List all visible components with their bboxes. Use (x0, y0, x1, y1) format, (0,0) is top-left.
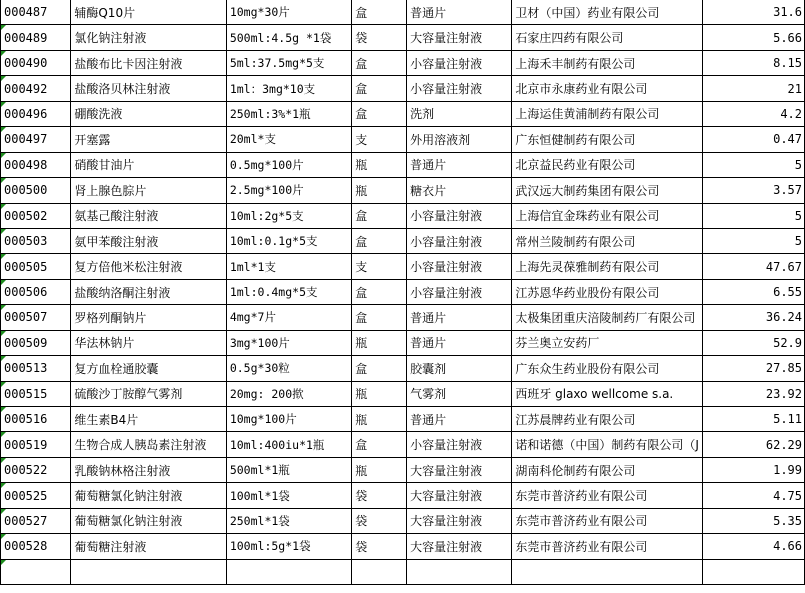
cell-dosage-form[interactable]: 气雾剂 (407, 381, 512, 406)
cell-manufacturer[interactable]: 上海先灵葆雅制药有限公司 (512, 254, 703, 279)
table-row (1, 305, 805, 330)
cell-dosage-form[interactable]: 大容量注射液 (407, 483, 512, 508)
cell-spec[interactable]: 100ml:5g*1袋 (226, 534, 351, 559)
cell-manufacturer[interactable]: 广东众生药业股份有限公司 (512, 356, 703, 381)
cell-code[interactable]: 000496 (1, 101, 71, 126)
cell-price[interactable]: 8.15 (702, 50, 804, 75)
cell-unit[interactable] (352, 559, 407, 584)
table-row (1, 254, 805, 279)
cell-spec[interactable]: 20ml*支 (226, 127, 351, 152)
table-row (1, 127, 805, 152)
cell-spec[interactable]: 500ml*1瓶 (226, 457, 351, 482)
table-row (1, 76, 805, 101)
cell-unit[interactable]: 瓶 (352, 457, 407, 482)
table-row (1, 203, 805, 228)
cell-code[interactable]: 000487 (1, 0, 71, 25)
cell-unit[interactable]: 支 (352, 254, 407, 279)
cell-spec[interactable]: 0.5g*30粒 (226, 356, 351, 381)
cell-manufacturer[interactable]: 广东恒健制药有限公司 (512, 127, 703, 152)
table-row (1, 457, 805, 482)
cell-dosage-form[interactable]: 小容量注射液 (407, 76, 512, 101)
table-row (1, 381, 805, 406)
cell-drug-name[interactable]: 华法林钠片 (71, 330, 226, 355)
cell-dosage-form[interactable]: 大容量注射液 (407, 534, 512, 559)
cell-dosage-form[interactable]: 普通片 (407, 305, 512, 330)
cell-unit[interactable]: 盒 (352, 432, 407, 457)
table-row (1, 508, 805, 533)
cell-spec[interactable]: 250ml*1袋 (226, 508, 351, 533)
cell-code[interactable]: 000500 (1, 178, 71, 203)
cell-unit[interactable]: 盒 (352, 279, 407, 304)
cell-price[interactable]: 47.67 (702, 254, 804, 279)
cell-unit[interactable]: 瓶 (352, 330, 407, 355)
cell-unit[interactable]: 瓶 (352, 407, 407, 432)
cell-manufacturer[interactable]: 北京益民药业有限公司 (512, 152, 703, 177)
cell-code[interactable]: 000503 (1, 228, 71, 253)
cell-manufacturer[interactable]: 诺和诺德（中国）制药有限公司（J (512, 432, 703, 457)
cell-spec[interactable]: 10ml:2g*5支 (226, 203, 351, 228)
cell-dosage-form[interactable]: 大容量注射液 (407, 457, 512, 482)
cell-price[interactable]: 4.2 (702, 101, 804, 126)
cell-drug-name[interactable]: 盐酸布比卡因注射液 (71, 50, 226, 75)
cell-spec[interactable]: 500ml:4.5g *1袋 (226, 25, 351, 50)
cell-code[interactable]: 000492 (1, 76, 71, 101)
cell-code[interactable]: 000515 (1, 381, 71, 406)
cell-spec[interactable]: 1ml*1支 (226, 254, 351, 279)
cell-manufacturer[interactable]: 西班牙 glaxo wellcome s.a. (512, 381, 703, 406)
cell-drug-name[interactable]: 复方血栓通胶囊 (71, 356, 226, 381)
cell-dosage-form[interactable]: 普通片 (407, 152, 512, 177)
table-row (1, 25, 805, 50)
cell-unit[interactable]: 瓶 (352, 152, 407, 177)
table-row (1, 407, 805, 432)
cell-price[interactable]: 21 (702, 76, 804, 101)
cell-code[interactable]: 000527 (1, 508, 71, 533)
cell-spec[interactable]: 3mg*100片 (226, 330, 351, 355)
cell-drug-name[interactable]: 葡萄糖注射液 (71, 534, 226, 559)
cell-code[interactable]: 000507 (1, 305, 71, 330)
table-row (1, 152, 805, 177)
cell-drug-name[interactable]: 肾上腺色腙片 (71, 178, 226, 203)
cell-price[interactable]: 0.47 (702, 127, 804, 152)
cell-price[interactable]: 5.66 (702, 25, 804, 50)
cell-code[interactable]: 000528 (1, 534, 71, 559)
cell-dosage-form[interactable]: 小容量注射液 (407, 254, 512, 279)
cell-dosage-form[interactable] (407, 559, 512, 584)
cell-code[interactable]: 000489 (1, 25, 71, 50)
cell-manufacturer[interactable]: 江苏恩华药业股份有限公司 (512, 279, 703, 304)
cell-dosage-form[interactable]: 普通片 (407, 330, 512, 355)
cell-dosage-form[interactable]: 胶囊剂 (407, 356, 512, 381)
cell-manufacturer[interactable] (512, 559, 703, 584)
cell-unit[interactable]: 盒 (352, 228, 407, 253)
cell-unit[interactable]: 盒 (352, 76, 407, 101)
table-row (1, 50, 805, 75)
cell-price[interactable]: 6.55 (702, 279, 804, 304)
cell-unit[interactable]: 袋 (352, 534, 407, 559)
cell-drug-name[interactable]: 葡萄糖氯化钠注射液 (71, 483, 226, 508)
cell-drug-name[interactable]: 氨基己酸注射液 (71, 203, 226, 228)
cell-price[interactable]: 4.75 (702, 483, 804, 508)
cell-price[interactable]: 27.85 (702, 356, 804, 381)
cell-code[interactable]: 000497 (1, 127, 71, 152)
cell-price[interactable] (702, 559, 804, 584)
cell-price[interactable]: 5 (702, 203, 804, 228)
cell-drug-name[interactable]: 辅酶Q10片 (71, 0, 226, 25)
cell-manufacturer[interactable]: 卫材（中国）药业有限公司 (512, 0, 703, 25)
cell-manufacturer[interactable]: 武汉远大制药集团有限公司 (512, 178, 703, 203)
cell-spec[interactable]: 20mg: 200揿 (226, 381, 351, 406)
cell-drug-name[interactable] (71, 559, 226, 584)
cell-manufacturer[interactable]: 太极集团重庆涪陵制药厂有限公司 (512, 305, 703, 330)
cell-manufacturer[interactable]: 江苏晨牌药业有限公司 (512, 407, 703, 432)
cell-code[interactable]: 000490 (1, 50, 71, 75)
cell-manufacturer[interactable]: 上海禾丰制药有限公司 (512, 50, 703, 75)
cell-dosage-form[interactable]: 普通片 (407, 0, 512, 25)
cell-unit[interactable]: 袋 (352, 483, 407, 508)
cell-drug-name[interactable]: 乳酸钠林格注射液 (71, 457, 226, 482)
cell-code[interactable]: 000522 (1, 457, 71, 482)
table-row (1, 178, 805, 203)
table-row (1, 432, 805, 457)
cell-spec[interactable]: 2.5mg*100片 (226, 178, 351, 203)
cell-code[interactable]: 000505 (1, 254, 71, 279)
cell-drug-name[interactable]: 复方倍他米松注射液 (71, 254, 226, 279)
cell-drug-name[interactable]: 硝酸甘油片 (71, 152, 226, 177)
cell-drug-name[interactable]: 盐酸洛贝林注射液 (71, 76, 226, 101)
cell-drug-name[interactable]: 维生素B4片 (71, 407, 226, 432)
cell-price[interactable]: 5.35 (702, 508, 804, 533)
cell-manufacturer[interactable]: 常州兰陵制药有限公司 (512, 228, 703, 253)
cell-dosage-form[interactable]: 普通片 (407, 407, 512, 432)
cell-price[interactable]: 62.29 (702, 432, 804, 457)
table-row (1, 356, 805, 381)
cell-spec[interactable]: 250ml:3%*1瓶 (226, 101, 351, 126)
cell-drug-name[interactable]: 开塞露 (71, 127, 226, 152)
cell-dosage-form[interactable]: 小容量注射液 (407, 50, 512, 75)
cell-manufacturer[interactable]: 芬兰奥立安药厂 (512, 330, 703, 355)
table-body (1, 0, 805, 585)
cell-price[interactable]: 3.57 (702, 178, 804, 203)
cell-drug-name[interactable]: 硫酸沙丁胺醇气雾剂 (71, 381, 226, 406)
cell-unit[interactable]: 盒 (352, 50, 407, 75)
cell-code[interactable]: 000513 (1, 356, 71, 381)
cell-code[interactable]: 000502 (1, 203, 71, 228)
cell-code[interactable]: 000519 (1, 432, 71, 457)
cell-spec[interactable] (226, 559, 351, 584)
table-row (1, 228, 805, 253)
cell-dosage-form[interactable]: 大容量注射液 (407, 25, 512, 50)
cell-spec[interactable]: 5ml:37.5mg*5支 (226, 50, 351, 75)
cell-dosage-form[interactable]: 外用溶液剂 (407, 127, 512, 152)
cell-price[interactable]: 1.99 (702, 457, 804, 482)
cell-drug-name[interactable]: 氨甲苯酸注射液 (71, 228, 226, 253)
cell-price[interactable]: 31.6 (702, 0, 804, 25)
cell-code[interactable] (1, 559, 71, 584)
cell-spec[interactable]: 100ml*1袋 (226, 483, 351, 508)
table-row (1, 559, 805, 584)
cell-unit[interactable]: 瓶 (352, 178, 407, 203)
cell-dosage-form[interactable]: 洗剂 (407, 101, 512, 126)
table-row (1, 483, 805, 508)
cell-spec[interactable]: 10mg*30片 (226, 0, 351, 25)
cell-manufacturer[interactable]: 东莞市普济药业有限公司 (512, 534, 703, 559)
cell-unit[interactable]: 袋 (352, 25, 407, 50)
cell-manufacturer[interactable]: 东莞市普济药业有限公司 (512, 508, 703, 533)
cell-spec[interactable]: 10ml:400iu*1瓶 (226, 432, 351, 457)
cell-price[interactable]: 52.9 (702, 330, 804, 355)
cell-unit[interactable]: 盒 (352, 356, 407, 381)
cell-unit[interactable]: 盒 (352, 203, 407, 228)
cell-spec[interactable]: 1ml:0.4mg*5支 (226, 279, 351, 304)
cell-manufacturer[interactable]: 石家庄四药有限公司 (512, 25, 703, 50)
cell-code[interactable]: 000516 (1, 407, 71, 432)
table-row (1, 279, 805, 304)
cell-unit[interactable]: 支 (352, 127, 407, 152)
cell-dosage-form[interactable]: 大容量注射液 (407, 508, 512, 533)
cell-price[interactable]: 5 (702, 152, 804, 177)
cell-spec[interactable]: 10ml:0.1g*5支 (226, 228, 351, 253)
cell-price[interactable]: 5 (702, 228, 804, 253)
cell-drug-name[interactable]: 氯化钠注射液 (71, 25, 226, 50)
cell-spec[interactable]: 4mg*7片 (226, 305, 351, 330)
cell-price[interactable]: 36.24 (702, 305, 804, 330)
cell-spec[interactable]: 10mg*100片 (226, 407, 351, 432)
cell-drug-name[interactable]: 盐酸纳洛酮注射液 (71, 279, 226, 304)
cell-drug-name[interactable]: 罗格列酮钠片 (71, 305, 226, 330)
table-row (1, 330, 805, 355)
cell-drug-name[interactable]: 硼酸洗液 (71, 101, 226, 126)
table-row (1, 0, 805, 25)
table-row (1, 101, 805, 126)
cell-code[interactable]: 000498 (1, 152, 71, 177)
cell-unit[interactable]: 盒 (352, 101, 407, 126)
cell-code[interactable]: 000525 (1, 483, 71, 508)
cell-code[interactable]: 000509 (1, 330, 71, 355)
cell-manufacturer[interactable]: 湖南科伦制药有限公司 (512, 457, 703, 482)
cell-drug-name[interactable]: 生物合成人胰岛素注射液 (71, 432, 226, 457)
cell-unit[interactable]: 盒 (352, 0, 407, 25)
cell-dosage-form[interactable]: 小容量注射液 (407, 432, 512, 457)
cell-unit[interactable]: 瓶 (352, 381, 407, 406)
cell-price[interactable]: 5.11 (702, 407, 804, 432)
cell-manufacturer[interactable]: 上海信宜金珠药业有限公司 (512, 203, 703, 228)
cell-manufacturer[interactable]: 北京市永康药业有限公司 (512, 76, 703, 101)
cell-price[interactable]: 23.92 (702, 381, 804, 406)
table-row (1, 534, 805, 559)
cell-spec[interactable]: 0.5mg*100片 (226, 152, 351, 177)
cell-manufacturer[interactable]: 东莞市普济药业有限公司 (512, 483, 703, 508)
cell-spec[interactable]: 1ml：3mg*10支 (226, 76, 351, 101)
cell-dosage-form[interactable]: 糖衣片 (407, 178, 512, 203)
cell-unit[interactable]: 袋 (352, 508, 407, 533)
cell-dosage-form[interactable]: 小容量注射液 (407, 228, 512, 253)
cell-drug-name[interactable]: 葡萄糖氯化钠注射液 (71, 508, 226, 533)
cell-price[interactable]: 4.66 (702, 534, 804, 559)
cell-dosage-form[interactable]: 小容量注射液 (407, 279, 512, 304)
cell-dosage-form[interactable]: 小容量注射液 (407, 203, 512, 228)
cell-manufacturer[interactable]: 上海运佳黄浦制药有限公司 (512, 101, 703, 126)
cell-unit[interactable]: 盒 (352, 305, 407, 330)
cell-code[interactable]: 000506 (1, 279, 71, 304)
